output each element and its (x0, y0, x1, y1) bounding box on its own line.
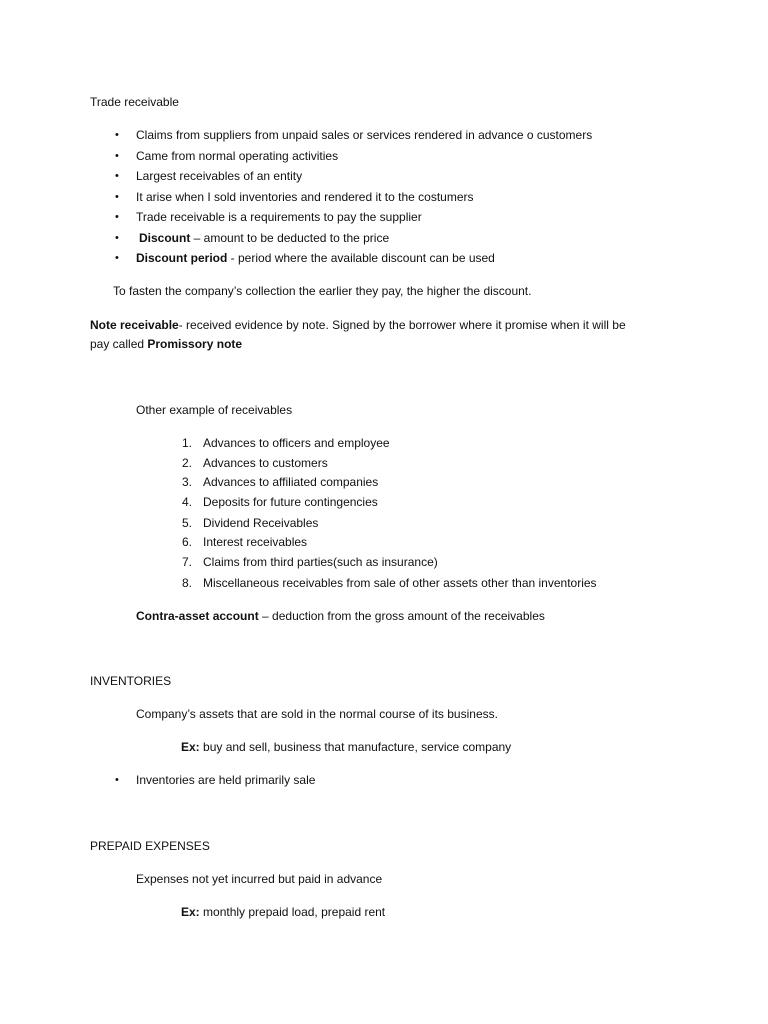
prepaid-expenses-example (181, 905, 385, 919)
list-item: Interest receivables (203, 535, 308, 549)
contra-asset-line (136, 609, 545, 623)
list-item: Advances to affiliated companies (203, 475, 379, 489)
list-item: Claims from third parties(such as insurance) (203, 555, 438, 569)
list-number: 3. (181, 475, 192, 489)
list-item: Advances to customers (203, 456, 328, 470)
list-item: Miscellaneous receivables from sale of other assets other than inventories (203, 576, 597, 590)
list-item: Deposits for future contingencies (203, 495, 378, 509)
list-item: Dividend Receivables (203, 516, 319, 530)
note-receivable-desc: - received evidence by note. Signed by the borrower where it promise when it will be (178, 318, 626, 332)
list-number: 1. (181, 436, 192, 450)
bullet-icon: • (115, 129, 119, 141)
bullet-icon: • (115, 774, 119, 786)
discount-desc: – amount to be deducted to the price (190, 231, 390, 245)
trade-bullet-1: Claims from suppliers from unpaid sales or services rendered in advance o customers (136, 128, 593, 142)
list-number: 2. (181, 456, 192, 470)
inventories-example-text: buy and sell, business that manufacture, service company (199, 740, 512, 754)
discount-term: Discount (139, 231, 191, 245)
list-number: 4. (181, 495, 192, 509)
trade-bullet-discount (139, 231, 389, 245)
note-receivable-line-1 (90, 318, 626, 332)
note-receivable-line-2 (90, 337, 242, 351)
prepaid-example-text: monthly prepaid load, prepaid rent (199, 905, 386, 919)
prepaid-expenses-heading: PREPAID EXPENSES (90, 839, 210, 853)
inventories-desc: Company’s assets that are sold in the normal course of its business. (136, 707, 498, 721)
bullet-icon: • (115, 252, 119, 264)
list-number: 7. (181, 555, 192, 569)
bullet-icon: • (115, 232, 119, 244)
trade-bullet-3: Largest receivables of an entity (136, 169, 303, 183)
list-number: 5. (181, 516, 192, 530)
example-label: Ex: (181, 905, 200, 919)
contra-asset-desc: – deduction from the gross amount of the receivables (258, 609, 545, 623)
trade-bullet-discount-period (136, 251, 495, 265)
trade-bullet-4: It arise when I sold inventories and rendered it to the costumers (136, 190, 474, 204)
prepaid-expenses-desc: Expenses not yet incurred but paid in advance (136, 872, 383, 886)
list-item: Advances to officers and employee (203, 436, 390, 450)
discount-period-term: Discount period (136, 251, 228, 265)
trade-bullet-5: Trade receivable is a requirements to pay the supplier (136, 210, 422, 224)
other-receivables-heading: Other example of receivables (136, 403, 293, 417)
bullet-icon: • (115, 191, 119, 203)
note-receivable-prefix: pay called (90, 337, 148, 351)
bullet-icon: • (115, 170, 119, 182)
inventories-heading: INVENTORIES (90, 674, 172, 688)
inventories-bullet: Inventories are held primarily sale (136, 773, 316, 787)
discount-period-desc: - period where the available discount can be used (227, 251, 495, 265)
fasten-paragraph: To fasten the company’s collection the earlier they pay, the higher the discount. (113, 284, 532, 298)
trade-receivable-title: Trade receivable (90, 95, 179, 109)
bullet-icon: • (115, 150, 119, 162)
contra-asset-term: Contra-asset account (136, 609, 259, 623)
inventories-example (181, 740, 511, 754)
promissory-note-term: Promissory note (147, 337, 243, 351)
trade-bullet-2: Came from normal operating activities (136, 149, 339, 163)
list-number: 6. (181, 535, 192, 549)
note-receivable-term: Note receivable (90, 318, 179, 332)
bullet-icon: • (115, 211, 119, 223)
list-number: 8. (181, 576, 192, 590)
example-label: Ex: (181, 740, 200, 754)
